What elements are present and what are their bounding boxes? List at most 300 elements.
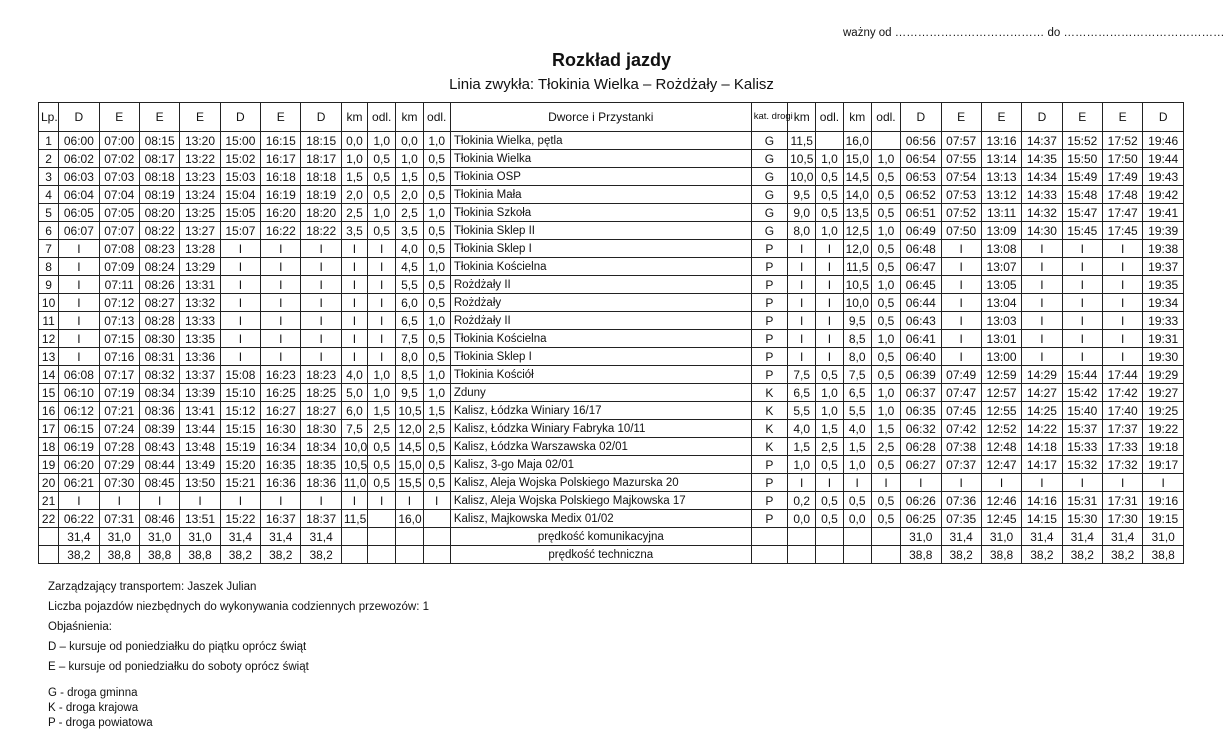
table-row — [39, 132, 1184, 150]
table-cell: I — [220, 276, 260, 294]
table-cell: 0,5 — [871, 348, 900, 366]
table-cell: 15,0 — [396, 456, 423, 474]
validity-line: ważny od ………………………………… do …………………………………… — [843, 27, 1224, 39]
table-cell: I — [843, 474, 871, 492]
stop-name-cell: Rożdżały II — [450, 312, 751, 330]
table-cell — [843, 546, 871, 564]
table-cell: 0,5 — [423, 474, 450, 492]
table-cell: 1,5 — [368, 402, 396, 420]
table-cell: 1,0 — [871, 276, 900, 294]
table-cell: 0,5 — [368, 474, 396, 492]
table-cell: 18:19 — [301, 186, 341, 204]
col-header: km — [341, 103, 367, 132]
table-cell: 13:00 — [981, 348, 1021, 366]
table-cell: 13:08 — [981, 240, 1021, 258]
table-cell: 07:37 — [941, 456, 981, 474]
table-cell: 0,5 — [423, 438, 450, 456]
col-header: D — [220, 103, 260, 132]
table-cell — [396, 528, 423, 546]
col-header: kat. drogi — [751, 103, 787, 132]
table-cell: I — [59, 276, 99, 294]
table-cell — [423, 546, 450, 564]
table-cell: I — [261, 492, 301, 510]
notes — [48, 580, 429, 680]
table-cell: I — [1022, 276, 1062, 294]
table-cell: 15,0 — [843, 150, 871, 168]
table-row — [39, 510, 1184, 528]
col-header: Dworce i Przystanki — [450, 103, 751, 132]
table-cell — [788, 546, 816, 564]
table-cell: 9,5 — [788, 186, 816, 204]
speed-cell: 31,0 — [99, 528, 139, 546]
d-note: D – kursuje od poniedziałku do piątku oprócz świąt — [48, 641, 307, 653]
speed-cell: 38,2 — [1022, 546, 1062, 564]
table-cell: I — [1022, 330, 1062, 348]
table-cell: 13:04 — [981, 294, 1021, 312]
table-cell: 15:49 — [1062, 168, 1102, 186]
table-cell — [871, 132, 900, 150]
table-cell: I — [941, 330, 981, 348]
table-cell: 07:53 — [941, 186, 981, 204]
table-cell — [423, 510, 450, 528]
table-cell: 12:46 — [981, 492, 1021, 510]
table-cell: 2,0 — [341, 186, 367, 204]
table-cell: 14:25 — [1022, 402, 1062, 420]
table-cell: 07:15 — [99, 330, 139, 348]
table-cell: 19:17 — [1143, 456, 1184, 474]
table-cell: 07:16 — [99, 348, 139, 366]
table-cell: 13:11 — [981, 204, 1021, 222]
table-cell: I — [220, 312, 260, 330]
table-cell: 18:23 — [301, 366, 341, 384]
table-cell: 16:20 — [261, 204, 301, 222]
table-cell — [39, 528, 59, 546]
table-cell: 06:47 — [901, 258, 941, 276]
vehicles-note: Liczba pojazdów niezbędnych do wykonywania codziennych przewozów: 1 — [48, 601, 429, 613]
table-cell: 10,5 — [843, 276, 871, 294]
table-cell: 2 — [39, 150, 59, 168]
table-cell: 1,0 — [423, 132, 450, 150]
table-cell: 15:32 — [1062, 456, 1102, 474]
table-cell: I — [368, 348, 396, 366]
table-cell: I — [301, 294, 341, 312]
table-cell: P — [751, 330, 787, 348]
table-cell: 15:22 — [220, 510, 260, 528]
table-cell: 07:42 — [941, 420, 981, 438]
table-cell: 14,0 — [843, 186, 871, 204]
table-cell: 15:03 — [220, 168, 260, 186]
table-cell: 19:16 — [1143, 492, 1184, 510]
table-cell: 1,0 — [423, 384, 450, 402]
table-cell: 2,5 — [423, 420, 450, 438]
table-cell: 17:45 — [1103, 222, 1143, 240]
table-cell: 16:30 — [261, 420, 301, 438]
table-cell: 06:52 — [901, 186, 941, 204]
table-cell: 22 — [39, 510, 59, 528]
table-cell: 1,0 — [423, 204, 450, 222]
col-header: odl. — [816, 103, 843, 132]
summary-label: prędkość komunikacyjna — [450, 528, 751, 546]
table-cell: 13:37 — [180, 366, 220, 384]
table-cell: I — [59, 294, 99, 312]
table-cell: 0,5 — [368, 456, 396, 474]
table-cell: 19:30 — [1143, 348, 1184, 366]
table-cell: 4,0 — [396, 240, 423, 258]
table-cell: 13:50 — [180, 474, 220, 492]
table-cell: 16:19 — [261, 186, 301, 204]
table-cell: 08:31 — [139, 348, 179, 366]
table-cell: 19:39 — [1143, 222, 1184, 240]
table-cell: 11 — [39, 312, 59, 330]
table-cell: 18:34 — [301, 438, 341, 456]
table-cell: I — [301, 492, 341, 510]
table-cell: I — [220, 348, 260, 366]
table-cell: 07:07 — [99, 222, 139, 240]
table-cell: 17:50 — [1103, 150, 1143, 168]
table-cell: I — [368, 294, 396, 312]
table-cell: 16:22 — [261, 222, 301, 240]
speed-cell: 31,4 — [220, 528, 260, 546]
table-cell: 15:50 — [1062, 150, 1102, 168]
table-cell: 1,5 — [423, 402, 450, 420]
table-cell: 12:57 — [981, 384, 1021, 402]
table-cell: 2,5 — [871, 438, 900, 456]
table-cell: 06:10 — [59, 384, 99, 402]
table-cell: 17:52 — [1103, 132, 1143, 150]
col-header: E — [261, 103, 301, 132]
table-cell: 16:27 — [261, 402, 301, 420]
table-cell: I — [261, 258, 301, 276]
table-cell: I — [788, 474, 816, 492]
table-cell: 08:39 — [139, 420, 179, 438]
table-cell: 07:05 — [99, 204, 139, 222]
col-header: D — [59, 103, 99, 132]
speed-cell: 38,2 — [59, 546, 99, 564]
table-cell: 15:05 — [220, 204, 260, 222]
table-cell: 06:04 — [59, 186, 99, 204]
table-row — [39, 258, 1184, 276]
table-cell: 1,0 — [423, 258, 450, 276]
table-cell: I — [941, 312, 981, 330]
table-cell: 08:23 — [139, 240, 179, 258]
table-cell: 16,0 — [843, 132, 871, 150]
table-cell: 06:22 — [59, 510, 99, 528]
table-cell: I — [816, 276, 843, 294]
table-cell: I — [941, 474, 981, 492]
table-cell: I — [816, 312, 843, 330]
table-row — [39, 456, 1184, 474]
table-cell: I — [788, 312, 816, 330]
table-cell: 10,0 — [341, 438, 367, 456]
table-cell: 0,5 — [871, 240, 900, 258]
table-cell: 17:31 — [1103, 492, 1143, 510]
table-cell: 5,5 — [396, 276, 423, 294]
table-cell: 15:20 — [220, 456, 260, 474]
stop-name-cell: Tłokinia Kościół — [450, 366, 751, 384]
table-cell — [816, 528, 843, 546]
table-cell: 12:45 — [981, 510, 1021, 528]
table-cell: 08:26 — [139, 276, 179, 294]
table-cell: 0,5 — [816, 366, 843, 384]
table-cell: I — [1143, 474, 1184, 492]
table-cell: 7,5 — [341, 420, 367, 438]
table-cell: 0,5 — [816, 186, 843, 204]
table-cell: 19:35 — [1143, 276, 1184, 294]
table-cell: 0,2 — [788, 492, 816, 510]
table-cell: G — [751, 186, 787, 204]
stop-name-cell: Kalisz, Aleja Wojska Polskiego Mazurska 20 — [450, 474, 751, 492]
table-cell: 17 — [39, 420, 59, 438]
table-cell: 14:32 — [1022, 204, 1062, 222]
table-cell: I — [1022, 240, 1062, 258]
table-cell: 19:43 — [1143, 168, 1184, 186]
table-cell: 08:32 — [139, 366, 179, 384]
road-legend — [48, 686, 153, 731]
table-cell: 0,5 — [423, 348, 450, 366]
table-cell: 14:16 — [1022, 492, 1062, 510]
table-cell: I — [423, 492, 450, 510]
table-cell: I — [941, 240, 981, 258]
stop-name-cell: Kalisz, Majkowska Medix 01/02 — [450, 510, 751, 528]
table-cell: 08:34 — [139, 384, 179, 402]
col-header: E — [180, 103, 220, 132]
table-row — [39, 366, 1184, 384]
table-cell: I — [341, 240, 367, 258]
stop-name-cell: Kalisz, Łódzka Winiary Fabryka 10/11 — [450, 420, 751, 438]
table-cell — [368, 510, 396, 528]
table-cell: I — [139, 492, 179, 510]
table-cell: 07:57 — [941, 132, 981, 150]
stop-name-cell: Tłokinia Kościelna — [450, 330, 751, 348]
table-cell: 08:19 — [139, 186, 179, 204]
table-cell: 21 — [39, 492, 59, 510]
table-cell: 1,5 — [871, 420, 900, 438]
table-cell: 1,0 — [368, 384, 396, 402]
table-cell: 3,5 — [396, 222, 423, 240]
table-cell — [368, 528, 396, 546]
table-cell: 07:47 — [941, 384, 981, 402]
table-cell: I — [1103, 312, 1143, 330]
table-cell: 0,5 — [816, 510, 843, 528]
table-cell: 0,5 — [423, 330, 450, 348]
table-cell: 13:20 — [180, 132, 220, 150]
table-cell: 14:35 — [1022, 150, 1062, 168]
table-cell: 06:51 — [901, 204, 941, 222]
table-cell: 15:45 — [1062, 222, 1102, 240]
table-cell: 13:14 — [981, 150, 1021, 168]
table-cell: 0,5 — [423, 456, 450, 474]
table-cell: 16:35 — [261, 456, 301, 474]
table-cell: 18:25 — [301, 384, 341, 402]
table-cell: 15:21 — [220, 474, 260, 492]
table-cell: I — [261, 312, 301, 330]
table-cell: 12:59 — [981, 366, 1021, 384]
table-cell: 3,5 — [341, 222, 367, 240]
table-cell: 07:29 — [99, 456, 139, 474]
table-cell: I — [301, 258, 341, 276]
speed-cell: 31,4 — [1062, 528, 1102, 546]
table-cell: 07:08 — [99, 240, 139, 258]
table-cell: 11,0 — [341, 474, 367, 492]
table-cell: P — [751, 312, 787, 330]
stop-name-cell: Tłokinia OSP — [450, 168, 751, 186]
table-cell: 07:50 — [941, 222, 981, 240]
table-cell: 15:37 — [1062, 420, 1102, 438]
table-cell: I — [941, 294, 981, 312]
table-cell: 07:02 — [99, 150, 139, 168]
table-cell: I — [368, 330, 396, 348]
table-cell: 0,5 — [423, 186, 450, 204]
table-cell: 15:10 — [220, 384, 260, 402]
table-cell: 07:38 — [941, 438, 981, 456]
table-cell: 15 — [39, 384, 59, 402]
table-cell: 13:01 — [981, 330, 1021, 348]
table-cell: I — [1062, 276, 1102, 294]
table-row — [39, 222, 1184, 240]
table-cell: 06:26 — [901, 492, 941, 510]
table-cell: 13:07 — [981, 258, 1021, 276]
table-cell: 9,5 — [396, 384, 423, 402]
speed-cell: 38,2 — [1103, 546, 1143, 564]
table-cell: 9,0 — [788, 204, 816, 222]
table-cell: I — [341, 492, 367, 510]
table-cell: 15:47 — [1062, 204, 1102, 222]
table-cell: 16:18 — [261, 168, 301, 186]
table-cell: I — [788, 240, 816, 258]
table-cell: 07:52 — [941, 204, 981, 222]
table-cell: 19:25 — [1143, 402, 1184, 420]
table-cell: 8,0 — [843, 348, 871, 366]
speed-cell: 38,8 — [1143, 546, 1184, 564]
table-cell: 16:15 — [261, 132, 301, 150]
speed-cell: 38,2 — [301, 546, 341, 564]
table-cell: 07:00 — [99, 132, 139, 150]
table-cell: 07:04 — [99, 186, 139, 204]
speed-cell: 38,8 — [99, 546, 139, 564]
table-cell: I — [1062, 240, 1102, 258]
table-cell: 6,5 — [843, 384, 871, 402]
table-cell: 17:49 — [1103, 168, 1143, 186]
speed-cell: 38,2 — [941, 546, 981, 564]
table-cell: 06:15 — [59, 420, 99, 438]
table-cell: 14:15 — [1022, 510, 1062, 528]
table-cell: 06:49 — [901, 222, 941, 240]
table-cell: 0,5 — [368, 150, 396, 168]
table-cell: 13:48 — [180, 438, 220, 456]
table-cell — [751, 546, 787, 564]
table-cell: 1,5 — [843, 438, 871, 456]
table-cell: I — [1062, 294, 1102, 312]
table-cell: 1,5 — [788, 438, 816, 456]
table-cell: 1 — [39, 132, 59, 150]
table-cell: 1,0 — [816, 150, 843, 168]
col-header: E — [1062, 103, 1102, 132]
table-cell: 19:34 — [1143, 294, 1184, 312]
table-cell: 13:41 — [180, 402, 220, 420]
table-cell: 1,0 — [816, 384, 843, 402]
table-cell: 11,5 — [843, 258, 871, 276]
table-cell: 0,5 — [368, 168, 396, 186]
table-cell: I — [180, 492, 220, 510]
table-cell: I — [1103, 294, 1143, 312]
table-cell: 08:28 — [139, 312, 179, 330]
table-cell: 0,5 — [871, 366, 900, 384]
table-cell: P — [751, 456, 787, 474]
table-cell: 4,0 — [788, 420, 816, 438]
table-cell: 06:05 — [59, 204, 99, 222]
header-row — [39, 103, 1184, 132]
table-cell: 06:20 — [59, 456, 99, 474]
table-cell: 1,0 — [843, 456, 871, 474]
table-cell: 06:39 — [901, 366, 941, 384]
table-cell: 0,5 — [423, 150, 450, 168]
table-cell: 5,0 — [341, 384, 367, 402]
table-cell: 8,5 — [843, 330, 871, 348]
table-cell: 17:33 — [1103, 438, 1143, 456]
table-cell: 14:37 — [1022, 132, 1062, 150]
table-cell: 19:38 — [1143, 240, 1184, 258]
road-legend-item: K - droga krajowa — [48, 702, 139, 714]
road-legend-item: P - droga powiatowa — [48, 717, 153, 729]
table-cell: 0,0 — [341, 132, 367, 150]
table-row — [39, 312, 1184, 330]
table-cell: 18:22 — [301, 222, 341, 240]
table-cell — [396, 546, 423, 564]
col-header: km — [396, 103, 423, 132]
table-cell: 19:42 — [1143, 186, 1184, 204]
table-row — [39, 384, 1184, 402]
col-header: D — [1143, 103, 1184, 132]
table-cell: I — [368, 240, 396, 258]
table-cell: 0,5 — [816, 456, 843, 474]
table-cell: I — [1103, 258, 1143, 276]
table-cell: G — [751, 168, 787, 186]
table-cell: 2,5 — [816, 438, 843, 456]
table-cell: 06:56 — [901, 132, 941, 150]
table-cell: 13:27 — [180, 222, 220, 240]
table-cell: I — [1062, 330, 1102, 348]
table-cell: I — [1022, 258, 1062, 276]
table-cell: 19 — [39, 456, 59, 474]
table-cell: 14:34 — [1022, 168, 1062, 186]
table-cell: 1,0 — [871, 222, 900, 240]
table-cell: 06:02 — [59, 150, 99, 168]
table-cell: 15:48 — [1062, 186, 1102, 204]
table-cell: 16:37 — [261, 510, 301, 528]
table-cell: I — [816, 348, 843, 366]
table-row — [39, 168, 1184, 186]
speed-cell: 31,0 — [981, 528, 1021, 546]
table-cell — [751, 528, 787, 546]
table-cell: 13:22 — [180, 150, 220, 168]
table-cell: 07:21 — [99, 402, 139, 420]
table-cell: I — [1062, 258, 1102, 276]
table-cell: 13:23 — [180, 168, 220, 186]
table-cell: 1,0 — [396, 150, 423, 168]
table-cell: 18:15 — [301, 132, 341, 150]
table-cell: P — [751, 294, 787, 312]
table-cell: 5,5 — [843, 402, 871, 420]
table-cell: 13:51 — [180, 510, 220, 528]
col-header: D — [301, 103, 341, 132]
table-cell: 15:08 — [220, 366, 260, 384]
table-cell: 06:21 — [59, 474, 99, 492]
manager-note: Zarządzający transportem: Jaszek Julian — [48, 581, 257, 593]
table-cell — [423, 528, 450, 546]
table-cell: 1,0 — [871, 384, 900, 402]
table-cell: I — [788, 330, 816, 348]
table-cell: 08:27 — [139, 294, 179, 312]
